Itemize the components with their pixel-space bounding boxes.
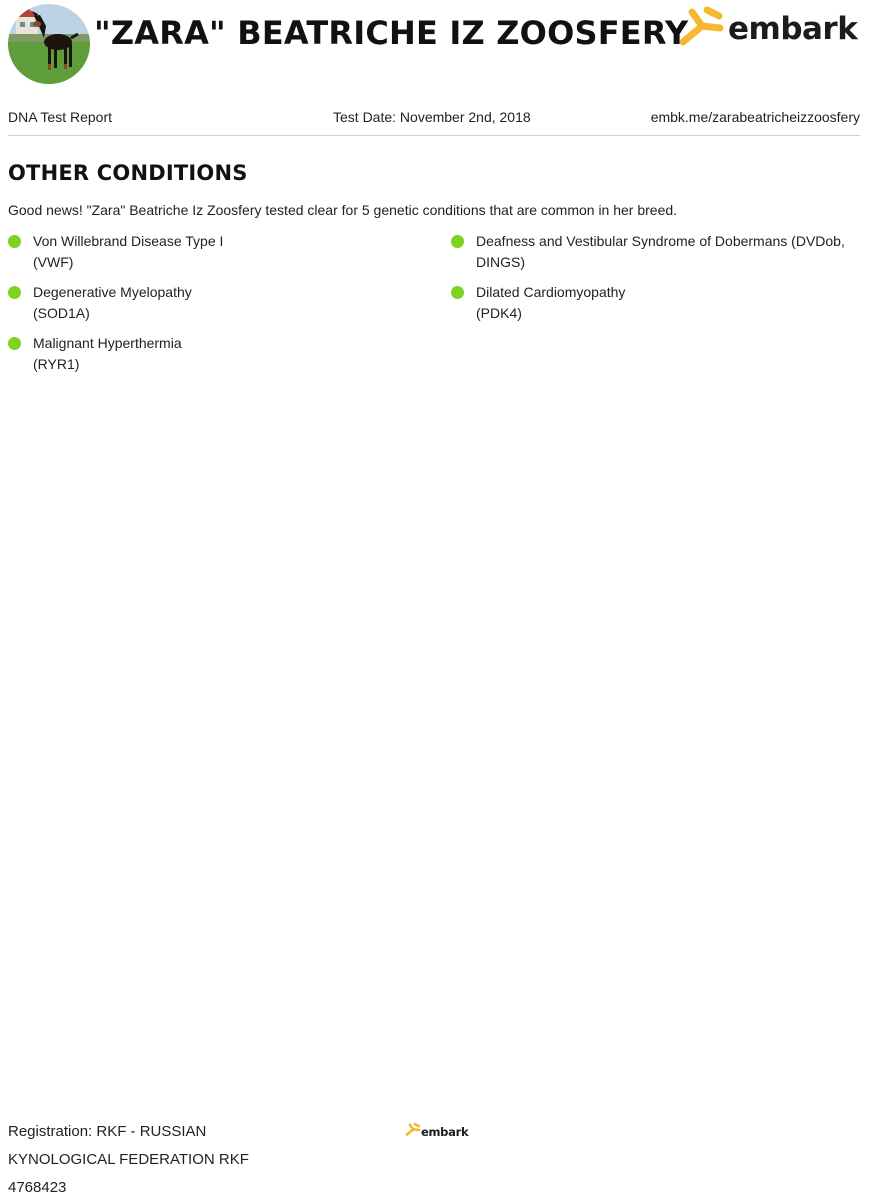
clear-status-icon bbox=[451, 286, 464, 299]
embark-wordmark: embark bbox=[728, 11, 858, 47]
condition-name: Malignant Hyperthermia bbox=[33, 335, 182, 351]
dog-name-title: "ZARA" BEATRICHE IZ ZOOSFERY bbox=[94, 14, 689, 52]
condition-gene: DINGS) bbox=[476, 254, 525, 270]
clear-status-icon bbox=[8, 235, 21, 248]
condition-name: Degenerative Myelopathy bbox=[33, 284, 192, 300]
registration-line: Registration: RKF - RUSSIAN bbox=[8, 1123, 207, 1140]
section-intro: Good news! "Zara" Beatriche Iz Zoosfery tested clear for 5 genetic conditions that are common in her breed. bbox=[8, 202, 678, 218]
embark-wordmark: embark bbox=[421, 1125, 469, 1139]
registration-number: 4768423 bbox=[8, 1179, 67, 1196]
profile-link[interactable]: embk.me/zarabeatricheizzoosfery bbox=[650, 109, 860, 125]
condition-name: Von Willebrand Disease Type I bbox=[33, 233, 224, 249]
condition-name: Deafness and Vestibular Syndrome of Dobermans (DVDob, bbox=[476, 233, 845, 249]
condition-gene: (VWF) bbox=[33, 254, 74, 270]
clear-status-icon bbox=[8, 286, 21, 299]
dog-avatar bbox=[8, 4, 90, 84]
embark-logo bbox=[674, 4, 864, 52]
clear-status-icon bbox=[8, 337, 21, 350]
embark-mark-icon bbox=[404, 1122, 421, 1138]
registration-line: KYNOLOGICAL FEDERATION RKF bbox=[8, 1151, 249, 1168]
condition-gene: (PDK4) bbox=[476, 305, 522, 321]
clear-status-icon bbox=[451, 235, 464, 248]
report-type: DNA Test Report bbox=[8, 109, 113, 125]
test-date: Test Date: November 2nd, 2018 bbox=[333, 109, 531, 125]
report-header bbox=[0, 0, 884, 100]
condition-name: Dilated Cardiomyopathy bbox=[476, 284, 626, 300]
header-divider bbox=[8, 135, 860, 136]
footer-embark-logo bbox=[404, 1122, 469, 1142]
report-meta-row bbox=[8, 109, 860, 129]
condition-gene: (RYR1) bbox=[33, 356, 80, 372]
condition-gene: (SOD1A) bbox=[33, 305, 90, 321]
section-title: OTHER CONDITIONS bbox=[8, 161, 248, 185]
embark-mark-icon bbox=[674, 4, 726, 52]
dog-photo-icon bbox=[8, 4, 90, 84]
registration-info bbox=[8, 1118, 249, 1200]
